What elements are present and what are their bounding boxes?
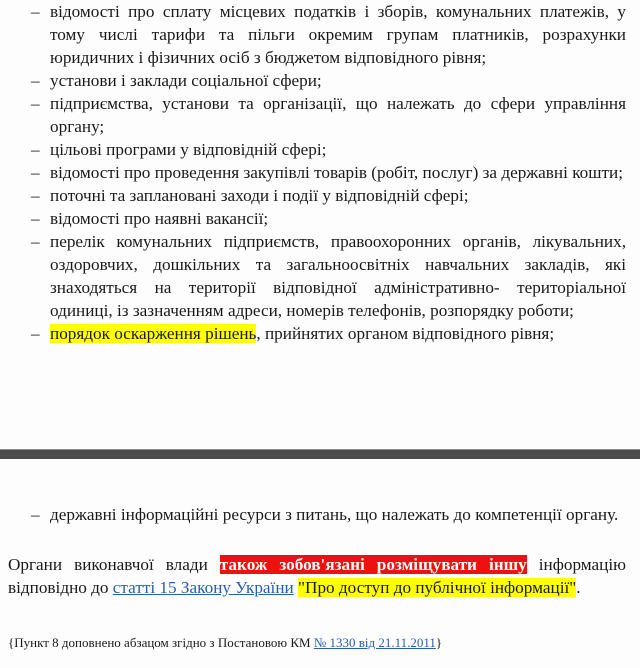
list-item-text: поточні та заплановані заходи і події у відповідній сфері; — [50, 186, 469, 205]
list-item-text: державні інформаційні ресурси з питань, що належать до компетенції — [50, 505, 562, 524]
list-item-text: відомості про сплату місцевих податків і зборів, комунальних платежів, — [50, 2, 610, 21]
resolution-link[interactable]: № 1330 від 21.11.2011 — [313, 635, 436, 650]
list-item-text: закладів, які знаходяться на території відповідної адміністративно- — [50, 255, 626, 297]
dash-bullet: – — [31, 94, 40, 113]
list-item-text: перелік комунальних підприємств, правоохоронних органів, — [50, 232, 521, 251]
list-item — [0, 184, 640, 207]
list-item-text: юридичних і фізичних осіб з бюджетом відповідного рівня; — [50, 48, 487, 67]
list-item — [0, 207, 640, 230]
dash-bullet: – — [31, 140, 40, 159]
note-text: } — [435, 635, 443, 650]
list-item-text: підприємства, установи та організації, що належать до сфери — [50, 94, 536, 113]
obligation-paragraph — [8, 553, 626, 599]
list-item — [0, 322, 640, 345]
list-item-text: лікувальних, оздоровчих, дошкільних та загальноосвітніх навчальних — [50, 232, 626, 274]
list-item-text: розпорядку роботи; — [430, 301, 574, 320]
list-item — [0, 230, 640, 322]
list-item — [0, 161, 640, 184]
red-highlighted-text: також зобов'язані розміщувати іншу — [219, 555, 527, 574]
list-item — [0, 0, 640, 69]
paragraph-text: . — [576, 578, 581, 597]
list-item-text: відомості про наявні вакансії; — [50, 209, 269, 228]
list-item-text: управління органу; — [50, 94, 627, 136]
list-item-text: установи і заклади соціальної сфери; — [50, 71, 322, 90]
list-item-text: у тому числі тарифи та пільги окремим групам платників, розрахунки — [50, 2, 627, 44]
dash-bullet: – — [31, 232, 40, 251]
dash-bullet: – — [31, 2, 40, 21]
paragraph-text: Органи виконавчої влади — [8, 555, 220, 574]
dash-bullet: – — [31, 505, 40, 524]
law-article-link[interactable]: статті 15 Закону України — [112, 578, 294, 597]
dash-bullet: – — [31, 163, 40, 182]
list-item-text: відомості про проведення закупівлі товарів (робіт, послуг) за державні — [50, 163, 568, 182]
amendment-note — [8, 634, 442, 652]
highlighted-text-appeal-procedure: порядок оскарження рішень — [50, 324, 257, 343]
dash-bullet: – — [31, 186, 40, 205]
document-page-bottom — [0, 503, 640, 526]
page-divider — [0, 449, 640, 459]
list-item-text: цільові програми у відповідній сфері; — [50, 140, 327, 159]
paragraph-text: інформацію відповідно до — [8, 555, 626, 597]
list-item-text: органу. — [566, 505, 619, 524]
dash-bullet: – — [31, 71, 40, 90]
list-item-text: , прийнятих органом відповідного рівня; — [256, 324, 555, 343]
list-item — [0, 69, 640, 92]
list-item — [0, 138, 640, 161]
list-item — [0, 92, 640, 138]
list-item-text: територіальної одиниці, із зазначенням адреси, номерів телефонів, — [50, 278, 627, 320]
yellow-highlighted-law-title: "Про доступ до публічної інформації" — [298, 578, 577, 597]
note-text: {Пункт 8 доповнено абзацом згідно з Постановою КМ — [8, 635, 314, 650]
list-item-text: кошти; — [572, 163, 623, 182]
info-list-bottom — [0, 503, 640, 526]
list-item — [0, 503, 640, 526]
dash-bullet: – — [31, 209, 40, 228]
dash-bullet: – — [31, 324, 40, 343]
